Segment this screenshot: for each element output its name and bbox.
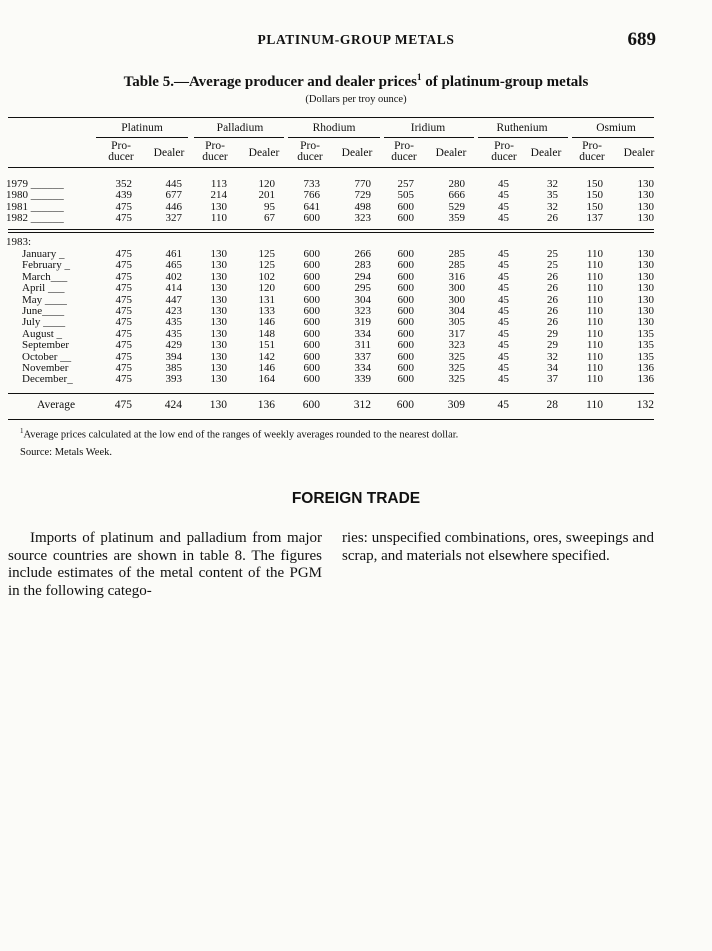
table-cell: 385 [165, 362, 182, 374]
table-cell: 150 [586, 178, 603, 190]
table-cell: 257 [397, 178, 414, 190]
table-cell: 600 [397, 270, 414, 283]
table-cell: 150 [586, 200, 603, 213]
table-cell: 45 [498, 200, 509, 213]
table-cell: 300 [448, 293, 465, 306]
row-label: May ____ [22, 293, 67, 306]
table-cell: 339 [354, 373, 371, 386]
table-cell: 130 [210, 362, 227, 374]
table-cell: 130 [210, 282, 227, 295]
table-cell: 110 [586, 362, 603, 374]
table-cell: 600 [397, 212, 414, 225]
table-subtitle: (Dollars per troy ounce) [305, 94, 407, 105]
table-cell: 475 [115, 270, 132, 283]
table-cell: 130 [637, 305, 654, 317]
table-cell: 148 [258, 327, 275, 340]
table-cell: 304 [354, 293, 371, 306]
producer-header: Pro- ducer [108, 140, 134, 163]
table-cell: 110 [586, 305, 603, 317]
table-cell: 130 [210, 339, 227, 352]
table-cell: 475 [115, 293, 132, 306]
page-number: 689 [627, 29, 656, 50]
table-cell: 146 [258, 316, 275, 329]
table-cell: 125 [258, 248, 275, 260]
producer-header: Pro- ducer [297, 140, 323, 163]
table-cell: 352 [115, 178, 132, 190]
table-cell: 201 [258, 189, 275, 202]
table-cell: 305 [448, 316, 465, 329]
metal-underline [572, 137, 654, 138]
table-cell: 600 [302, 399, 320, 411]
metal-underline [194, 137, 284, 138]
table-cell: 312 [353, 399, 371, 411]
table-cell: 309 [447, 399, 465, 411]
table-cell: 130 [637, 178, 654, 190]
table-cell: 498 [354, 200, 371, 213]
metal-header-iridium: Iridium [410, 122, 446, 134]
table-cell: 45 [498, 373, 509, 386]
table-title-footnote-ref: 1 [417, 72, 422, 82]
table-cell: 600 [303, 259, 320, 272]
table-cell: 45 [498, 212, 509, 225]
table-cell: 130 [210, 373, 227, 386]
table-cell: 214 [210, 189, 227, 202]
table-cell: 135 [637, 339, 654, 352]
table-cell: 26 [547, 293, 558, 306]
table-bottom-rule [8, 419, 654, 420]
body-paragraph-right: ries: unspecified combinations, ores, sweepings and scrap, and materials not elsewhere specified. [342, 530, 654, 564]
table-cell: 110 [586, 327, 603, 340]
table-cell: 475 [115, 200, 132, 213]
table-cell: 325 [448, 362, 465, 374]
producer-header: Pro- ducer [202, 140, 228, 163]
table-cell: 337 [354, 350, 371, 363]
table-cell: 325 [448, 350, 465, 363]
table-cell: 136 [257, 399, 275, 411]
table-cell: 45 [498, 270, 509, 283]
table-cell: 461 [165, 248, 182, 260]
table-cell: 45 [498, 178, 509, 190]
producer-header: Pro- ducer [391, 140, 417, 163]
table-cell: 130 [637, 293, 654, 306]
table-cell: 600 [303, 248, 320, 260]
row-label: July ____ [22, 316, 66, 329]
table-cell: 359 [448, 212, 465, 225]
table-cell: 285 [448, 248, 465, 260]
table-cell: 283 [354, 259, 371, 272]
table-cell: 25 [547, 259, 558, 272]
table-cell: 475 [115, 316, 132, 329]
table-cell: 45 [498, 282, 509, 295]
table-cell: 435 [165, 327, 182, 340]
table-cell: 45 [497, 399, 509, 411]
table-cell: 35 [547, 189, 558, 202]
table-cell: 334 [354, 327, 371, 340]
table-cell: 766 [303, 189, 320, 202]
table-cell: 130 [210, 293, 227, 306]
table-cell: 102 [258, 270, 275, 283]
table-section-rule-double [8, 232, 654, 233]
table-cell: 600 [303, 339, 320, 352]
table-title [0, 72, 712, 91]
footnote-text: Average prices calculated at the low end of the ranges of weekly averages rounded to the nearest dollar. [23, 429, 459, 441]
row-label: 1980 ______ [6, 189, 64, 202]
running-head [0, 30, 712, 52]
section-heading: FOREIGN TRADE [291, 490, 421, 507]
table-average-rule [8, 393, 654, 394]
table-cell: 130 [637, 189, 654, 202]
monthly-section-label: 1983: [6, 236, 32, 248]
table-cell: 447 [165, 293, 182, 306]
metal-underline [96, 137, 188, 138]
producer-header: Pro- ducer [491, 140, 517, 163]
table-cell: 323 [354, 212, 371, 225]
table-row [0, 400, 712, 411]
table-cell: 311 [354, 339, 371, 352]
table-cell: 316 [448, 270, 465, 283]
table-cell: 424 [164, 399, 182, 411]
metal-header-rhodium: Rhodium [312, 122, 356, 134]
table-section-rule [8, 229, 654, 230]
table-cell: 130 [637, 200, 654, 213]
table-cell: 334 [354, 362, 371, 374]
table-cell: 325 [448, 373, 465, 386]
row-label: 1979 ______ [6, 178, 64, 190]
table-cell: 600 [303, 270, 320, 283]
metal-header-osmium: Osmium [596, 122, 636, 134]
table-cell: 67 [264, 212, 275, 225]
table-cell: 319 [354, 316, 371, 329]
table-row [0, 374, 712, 385]
table-cell: 770 [354, 178, 371, 190]
table-cell: 327 [165, 212, 182, 225]
metal-underline [384, 137, 474, 138]
table-cell: 26 [547, 270, 558, 283]
table-cell: 475 [115, 248, 132, 260]
table-cell: 130 [210, 327, 227, 340]
table-header-rule [8, 167, 654, 168]
table-cell: 600 [303, 362, 320, 374]
table-cell: 465 [165, 259, 182, 272]
table-cell: 45 [498, 189, 509, 202]
row-label: November [22, 362, 69, 374]
table-cell: 317 [448, 327, 465, 340]
table-cell: 394 [165, 350, 182, 363]
table-cell: 150 [586, 189, 603, 202]
table-cell: 600 [303, 327, 320, 340]
table-cell: 110 [586, 350, 603, 363]
row-label: February _ [22, 259, 70, 272]
table-cell: 300 [448, 282, 465, 295]
table-cell: 164 [258, 373, 275, 386]
table-cell: 600 [397, 248, 414, 260]
table-cell: 135 [637, 327, 654, 340]
table-cell: 32 [547, 178, 558, 190]
table-cell: 37 [547, 373, 558, 386]
table-cell: 146 [258, 362, 275, 374]
table-cell: 110 [586, 270, 603, 283]
metal-underline [478, 137, 568, 138]
table-cell: 26 [547, 282, 558, 295]
table-cell: 666 [448, 189, 465, 202]
table-cell: 130 [637, 248, 654, 260]
row-label: 1981 ______ [6, 200, 64, 213]
table-cell: 45 [498, 293, 509, 306]
table-cell: 135 [637, 350, 654, 363]
table-cell: 131 [258, 293, 275, 306]
table-cell: 32 [547, 350, 558, 363]
table-cell: 132 [636, 399, 654, 411]
table-cell: 641 [303, 200, 320, 213]
table-cell: 130 [210, 200, 227, 213]
table-footnote [20, 427, 458, 441]
table-cell: 130 [637, 270, 654, 283]
row-label: June____ [22, 305, 65, 317]
table-cell: 600 [397, 339, 414, 352]
table-cell: 130 [210, 350, 227, 363]
table-cell: 600 [397, 327, 414, 340]
table-cell: 110 [586, 373, 603, 386]
table-cell: 45 [498, 316, 509, 329]
table-cell: 475 [115, 373, 132, 386]
table-cell: 110 [586, 339, 603, 352]
row-label: April ___ [22, 282, 65, 295]
row-label: October __ [22, 350, 72, 363]
table-cell: 600 [396, 399, 414, 411]
table-cell: 110 [210, 212, 227, 225]
table-cell: 26 [547, 212, 558, 225]
table-cell: 529 [448, 200, 465, 213]
table-row [0, 213, 712, 224]
table-cell: 26 [547, 316, 558, 329]
table-cell: 600 [397, 200, 414, 213]
table-cell: 445 [165, 178, 182, 190]
metal-header-palladium: Palladium [216, 122, 264, 134]
table-cell: 475 [115, 327, 132, 340]
table-cell: 25 [547, 248, 558, 260]
table-cell: 600 [397, 282, 414, 295]
running-title: PLATINUM-GROUP METALS [257, 32, 455, 47]
table-cell: 475 [115, 362, 132, 374]
table-cell: 600 [397, 316, 414, 329]
table-cell: 34 [547, 362, 558, 374]
table-cell: 110 [586, 293, 603, 306]
table-cell: 130 [637, 316, 654, 329]
table-cell: 110 [586, 259, 603, 272]
table-cell: 600 [303, 350, 320, 363]
table-cell: 600 [397, 259, 414, 272]
table-cell: 110 [586, 248, 603, 260]
table-cell: 29 [547, 339, 558, 352]
row-label: December_ [22, 373, 73, 386]
row-label: August _ [22, 327, 63, 340]
table-cell: 137 [586, 212, 603, 225]
table-cell: 45 [498, 259, 509, 272]
table-cell: 266 [354, 248, 371, 260]
table-cell: 475 [114, 399, 132, 411]
table-cell: 729 [354, 189, 371, 202]
table-cell: 130 [637, 259, 654, 272]
table-cell: 600 [303, 293, 320, 306]
table-cell: 130 [637, 282, 654, 295]
table-cell: 29 [547, 327, 558, 340]
table-cell: 475 [115, 305, 132, 317]
table-cell: 323 [448, 339, 465, 352]
dealer-header: Dealer [341, 147, 373, 159]
metal-header-ruthenium: Ruthenium [496, 122, 548, 134]
table-cell: 142 [258, 350, 275, 363]
table-cell: 600 [303, 305, 320, 317]
table-cell: 446 [165, 200, 182, 213]
table-cell: 600 [303, 212, 320, 225]
metal-underline [288, 137, 380, 138]
table-cell: 402 [165, 270, 182, 283]
table-cell: 475 [115, 282, 132, 295]
table-cell: 26 [547, 305, 558, 317]
table-cell: 600 [397, 350, 414, 363]
table-cell: 294 [354, 270, 371, 283]
table-cell: 95 [264, 200, 275, 213]
table-cell: 280 [448, 178, 465, 190]
table-cell: 475 [115, 339, 132, 352]
table-cell: 304 [448, 305, 465, 317]
table-cell: 133 [258, 305, 275, 317]
table-cell: 45 [498, 362, 509, 374]
table-top-rule [8, 117, 654, 118]
table-cell: 393 [165, 373, 182, 386]
table-cell: 429 [165, 339, 182, 352]
table-cell: 32 [547, 200, 558, 213]
table-cell: 505 [397, 189, 414, 202]
row-label: March___ [22, 270, 68, 283]
table-cell: 600 [397, 293, 414, 306]
row-label: September [22, 339, 70, 352]
table-cell: 475 [115, 259, 132, 272]
table-cell: 285 [448, 259, 465, 272]
row-label: January _ [22, 248, 65, 260]
table-cell: 120 [258, 178, 275, 190]
table-cell: 600 [397, 362, 414, 374]
table-cell: 733 [303, 178, 320, 190]
table-cell: 130 [210, 248, 227, 260]
table-title-suffix: of platinum-group metals [421, 74, 589, 90]
body-paragraph-left: Imports of platinum and palladium from major source countries are shown in table 8. The figures include estimates of the metal content of the PGM in the following catego- [8, 530, 322, 599]
table-cell: 600 [303, 282, 320, 295]
dealer-header: Dealer [530, 147, 562, 159]
table-title-text: Table 5.—Average producer and dealer prices [123, 74, 417, 90]
dealer-header: Dealer [248, 147, 280, 159]
table-row [0, 340, 712, 351]
table-cell: 45 [498, 248, 509, 260]
table-cell: 130 [210, 259, 227, 272]
metal-header-platinum: Platinum [121, 122, 163, 134]
table-cell: 323 [354, 305, 371, 317]
table-cell: 130 [210, 305, 227, 317]
dealer-header: Dealer [435, 147, 467, 159]
table-cell: 677 [165, 189, 182, 202]
table-cell: 600 [303, 373, 320, 386]
table-cell: 414 [165, 282, 182, 295]
table-cell: 113 [210, 178, 227, 190]
table-cell: 439 [115, 189, 132, 202]
dealer-header: Dealer [153, 147, 185, 159]
table-cell: 110 [586, 316, 603, 329]
table-cell: 136 [637, 373, 654, 386]
table-cell: 600 [397, 373, 414, 386]
table-cell: 435 [165, 316, 182, 329]
table-cell: 130 [210, 316, 227, 329]
table-cell: 110 [586, 399, 603, 411]
row-label: 1982 ______ [6, 212, 64, 225]
table-cell: 28 [546, 399, 558, 411]
table-row [0, 283, 712, 294]
footnote-marker: 1 [20, 427, 24, 435]
table-cell: 110 [586, 282, 603, 295]
table-cell: 475 [115, 350, 132, 363]
table-cell: 130 [637, 212, 654, 225]
table-source: Source: Metals Week. [20, 447, 112, 458]
table-cell: 45 [498, 305, 509, 317]
dealer-header: Dealer [623, 147, 655, 159]
table-cell: 475 [115, 212, 132, 225]
producer-header: Pro- ducer [579, 140, 605, 163]
table-cell: 45 [498, 339, 509, 352]
table-cell: 130 [210, 270, 227, 283]
table-cell: 130 [209, 399, 227, 411]
table-cell: 423 [165, 305, 182, 317]
table-cell: 136 [637, 362, 654, 374]
table-cell: 600 [397, 305, 414, 317]
table-cell: 45 [498, 327, 509, 340]
row-label: Average [37, 399, 76, 411]
table-cell: 45 [498, 350, 509, 363]
table-cell: 125 [258, 259, 275, 272]
table-cell: 600 [303, 316, 320, 329]
table-cell: 120 [258, 282, 275, 295]
table-cell: 295 [354, 282, 371, 295]
table-cell: 151 [258, 339, 275, 352]
